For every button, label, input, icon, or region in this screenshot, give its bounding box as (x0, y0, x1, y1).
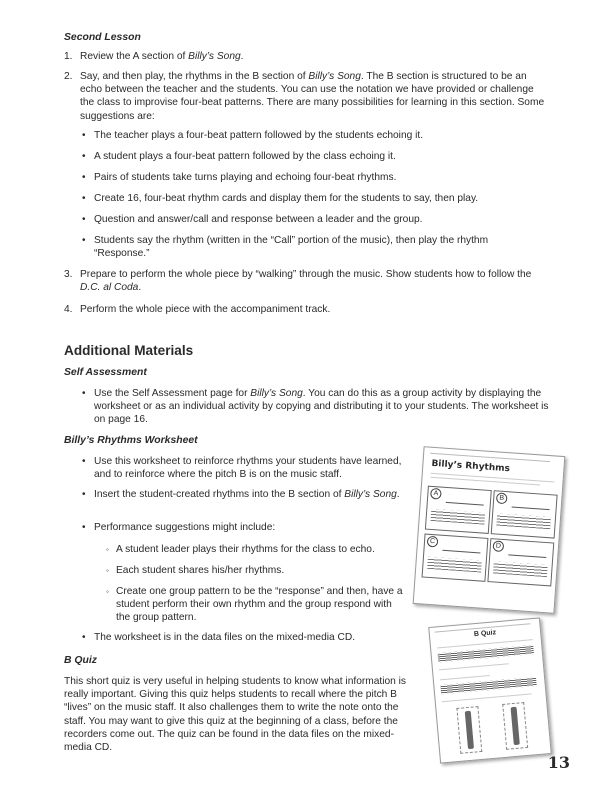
lesson-step-4: Perform the whole piece with the accompaniment track. (80, 304, 331, 315)
bullet: • (82, 489, 86, 500)
music-staff (430, 509, 485, 525)
item-number: 3. (64, 269, 73, 280)
lesson-step-1: Review the A section of Billy’s Song. (80, 51, 244, 62)
additional-materials-heading: Additional Materials (64, 343, 194, 358)
bullet: • (82, 456, 86, 467)
bullet: • (82, 235, 86, 246)
music-staff (438, 645, 534, 662)
item-number: 2. (64, 71, 73, 82)
rhythm-beam (446, 502, 484, 506)
question-line (440, 675, 490, 680)
bullet: • (82, 172, 86, 183)
question-line (442, 693, 532, 702)
rhythm-box: D (487, 538, 554, 586)
rhythm-beam (512, 507, 550, 511)
performance-suggestion: Each student shares his/her rhythms. (116, 565, 285, 576)
question-line (439, 663, 509, 670)
bullet: • (82, 193, 86, 204)
worksheet-bullet-4: The worksheet is in the data files on the mixed-media CD. (94, 632, 356, 643)
sub-bullet: ◦ (106, 587, 109, 596)
item-number: 4. (64, 304, 73, 315)
worksheet-heading: Billy’s Rhythms Worksheet (64, 435, 198, 446)
suggestion-item: Pairs of students take turns playing and echoing four-beat rhythms. (94, 172, 397, 183)
bullet: • (82, 151, 86, 162)
lesson-step-2: Say, and then play, the rhythms in the B section of Billy’s Song. The B section is structured to be an echo between the teacher and the students. You can use the notation we have provided or challenge the class to improvise four-beat patterns. There are many possibilities for learning in this section. Some suggestions are: (80, 71, 545, 122)
rhythm-box: A (425, 486, 492, 534)
instruction-line (430, 477, 540, 486)
suggestion-item: Question and answer/call and response between a leader and the group. (94, 214, 423, 225)
bullet: • (82, 388, 86, 399)
suggestion-item: A student plays a four-beat pattern followed by the class echoing it. (94, 151, 396, 162)
music-staff (440, 677, 536, 694)
music-staff (493, 561, 548, 577)
bullet: • (82, 130, 86, 141)
b-quiz-text: This short quiz is very useful in helping students to know what information is really important. Giving this quiz helps students to recall where the pitch B “lives” on the music staff. It also challenges them to write the note onto the staff. You may want to give this quiz at the beginning of a class, before the recorders come out. The quiz can be found in the data files on the mixed-media CD. (64, 676, 407, 754)
self-assessment-text: Use the Self Assessment page for Billy’s Song. You can do this as a group activity by displaying the worksheet or as an individual activity by copying and distributing it to your students. The worksheet is on page 16. (94, 388, 549, 426)
rhythm-box: B (491, 490, 558, 538)
worksheet-title: Billy’s Rhythms (431, 458, 511, 475)
suggestion-item: The teacher plays a four-beat pattern followed by the students echoing it. (94, 130, 424, 141)
bullet: • (82, 522, 86, 533)
rhythm-box: C (422, 534, 489, 582)
bullet: • (82, 632, 86, 643)
worksheet-bullet-1: Use this worksheet to reinforce rhythms your students have learned, and to reinforce where the pitch B is on the music staff. (94, 456, 402, 481)
sub-bullet: ◦ (106, 545, 109, 554)
b-quiz-heading: B Quiz (64, 655, 97, 666)
suggestion-item: Create 16, four-beat rhythm cards and display them for the students to say, then play. (94, 193, 479, 204)
rhythm-beam (508, 554, 546, 558)
second-lesson-heading: Second Lesson (64, 32, 141, 43)
worksheet-bullet-3: Performance suggestions might include: (94, 522, 276, 533)
recorder-box (456, 706, 482, 754)
recorder-box (502, 702, 528, 750)
page-number: 13 (547, 753, 570, 772)
b-quiz-thumbnail (428, 617, 552, 763)
bullet: • (82, 214, 86, 225)
lesson-step-3: Prepare to perform the whole piece by “walking” through the music. Show students how to follow the D.C. al Coda. (80, 269, 532, 294)
sub-bullet: ◦ (106, 566, 109, 575)
recorder-icon (465, 711, 474, 749)
quiz-title: B Quiz (473, 629, 497, 639)
item-number: 1. (64, 51, 73, 62)
music-staff (496, 514, 551, 530)
self-assessment-heading: Self Assessment (64, 367, 147, 378)
rhythm-beam (442, 550, 480, 554)
rhythms-worksheet-thumbnail (413, 446, 566, 614)
suggestion-item: Students say the rhythm (written in the “Call” portion of the music), then play the rhythm “Response.” (94, 235, 489, 260)
worksheet-bullet-2: Insert the student-created rhythms into the B section of Billy’s Song. (94, 489, 400, 500)
music-staff (427, 557, 482, 573)
recorder-icon (511, 707, 520, 745)
performance-suggestion: Create one group pattern to be the “response” and then, have a student perform their own rhythm and the group respond with the group pattern. (116, 586, 403, 624)
performance-suggestion: A student leader plays their rhythms for the class to echo. (116, 544, 375, 555)
